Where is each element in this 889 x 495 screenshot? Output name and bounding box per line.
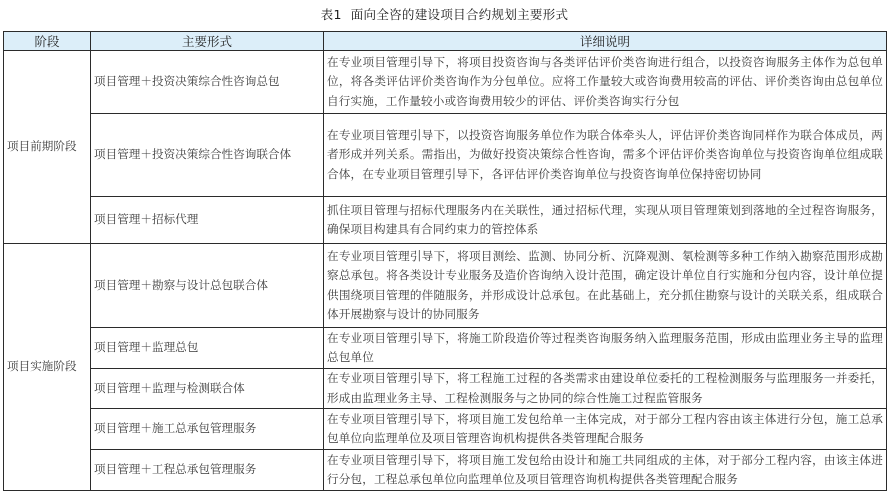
form-cell: 项目管理＋监理与检测联合体 xyxy=(91,369,324,409)
form-cell: 项目管理＋投资决策综合性咨询总包 xyxy=(91,51,324,114)
stage-cell-preliminary: 项目前期阶段 xyxy=(4,51,91,244)
form-cell: 项目管理＋施工总承包管理服务 xyxy=(91,409,324,450)
table-caption xyxy=(0,5,889,23)
detail-cell: 在专业项目管理引导下，将项目施工发包给单一主体完成，对于部分工程内容由该主体进行分包，施工总承包单位向监理单位及项目管理咨询机构提供各类管理配合服务 xyxy=(324,409,887,450)
header-stage: 阶段 xyxy=(4,32,91,51)
table-title: 面向全咨的建设项目合约规划主要形式 xyxy=(350,7,569,22)
detail-cell: 在专业项目管理引导下，以投资咨询服务单位作为联合体牵头人，评估评价类咨询同样作为联合体成员，两者形成并列关系。需指出，为做好投资决策综合性咨询，需多个评估评价类咨询单位与投资咨询单位组成联合体，在专业项目管理引导下，各评估评价类咨询单位与投资咨询单位保持密切协同 xyxy=(324,114,887,197)
contract-planning-table xyxy=(3,31,887,491)
detail-cell: 在专业项目管理引导下，将项目测绘、监测、协同分析、沉降观测、氡检测等多种工作纳入勘察范围形成勘察总承包。将各类设计专业服务及造价咨询纳入设计范围，确定设计单位自行实施和分包内容，设计单位提供围绕项目管理的伴随服务，并形成设计总承包。在此基础上，充分抓住勘察与设计的关联关系，组成联合体开展勘察与设计的协同服务 xyxy=(324,244,887,328)
table-header-row xyxy=(4,32,887,51)
table-number: 表1 xyxy=(320,7,342,22)
header-main-form: 主要形式 xyxy=(91,32,324,51)
table-row xyxy=(4,409,887,450)
table-row xyxy=(4,450,887,491)
detail-cell: 在专业项目管理引导下，将施工阶段造价等过程类咨询服务纳入监理服务范围，形成由监理业务主导的监理总包单位 xyxy=(324,328,887,369)
form-cell: 项目管理＋勘察与设计总包联合体 xyxy=(91,244,324,328)
table-row xyxy=(4,51,887,114)
stage-cell-implementation: 项目实施阶段 xyxy=(4,244,91,491)
table-row xyxy=(4,244,887,328)
table-row xyxy=(4,114,887,197)
table-row xyxy=(4,328,887,369)
header-detail: 详细说明 xyxy=(324,32,887,51)
detail-cell: 在专业项目管理引导下，将项目投资咨询与各类评估评价类咨询进行组合，以投资咨询服务主体作为总包单位，将各类评估评价类咨询作为分包单位。应将工作量较大或咨询费用较高的评估、评价类咨询由总包单位自行实施，工作量较小或咨询费用较少的评估、评价类咨询实行分包 xyxy=(324,51,887,114)
table-row xyxy=(4,369,887,409)
form-cell: 项目管理＋监理总包 xyxy=(91,328,324,369)
detail-cell: 在专业项目管理引导下，将工程施工过程的各类需求由建设单位委托的工程检测服务与监理服务一并委托，形成由监理业务主导、工程检测服务与之协同的综合性施工过程监管服务 xyxy=(324,369,887,409)
form-cell: 项目管理＋工程总承包管理服务 xyxy=(91,450,324,491)
table-row xyxy=(4,197,887,244)
form-cell: 项目管理＋投资决策综合性咨询联合体 xyxy=(91,114,324,197)
detail-cell: 在专业项目管理引导下，将项目施工发包给由设计和施工共同组成的主体，对于部分工程内容，由该主体进行分包，工程总承包单位向监理单位及项目管理咨询机构提供各类管理配合服务 xyxy=(324,450,887,491)
detail-cell: 抓住项目管理与招标代理服务内在关联性，通过招标代理，实现从项目管理策划到落地的全过程咨询服务，确保项目构建具有合同约束力的管控体系 xyxy=(324,197,887,244)
form-cell: 项目管理＋招标代理 xyxy=(91,197,324,244)
